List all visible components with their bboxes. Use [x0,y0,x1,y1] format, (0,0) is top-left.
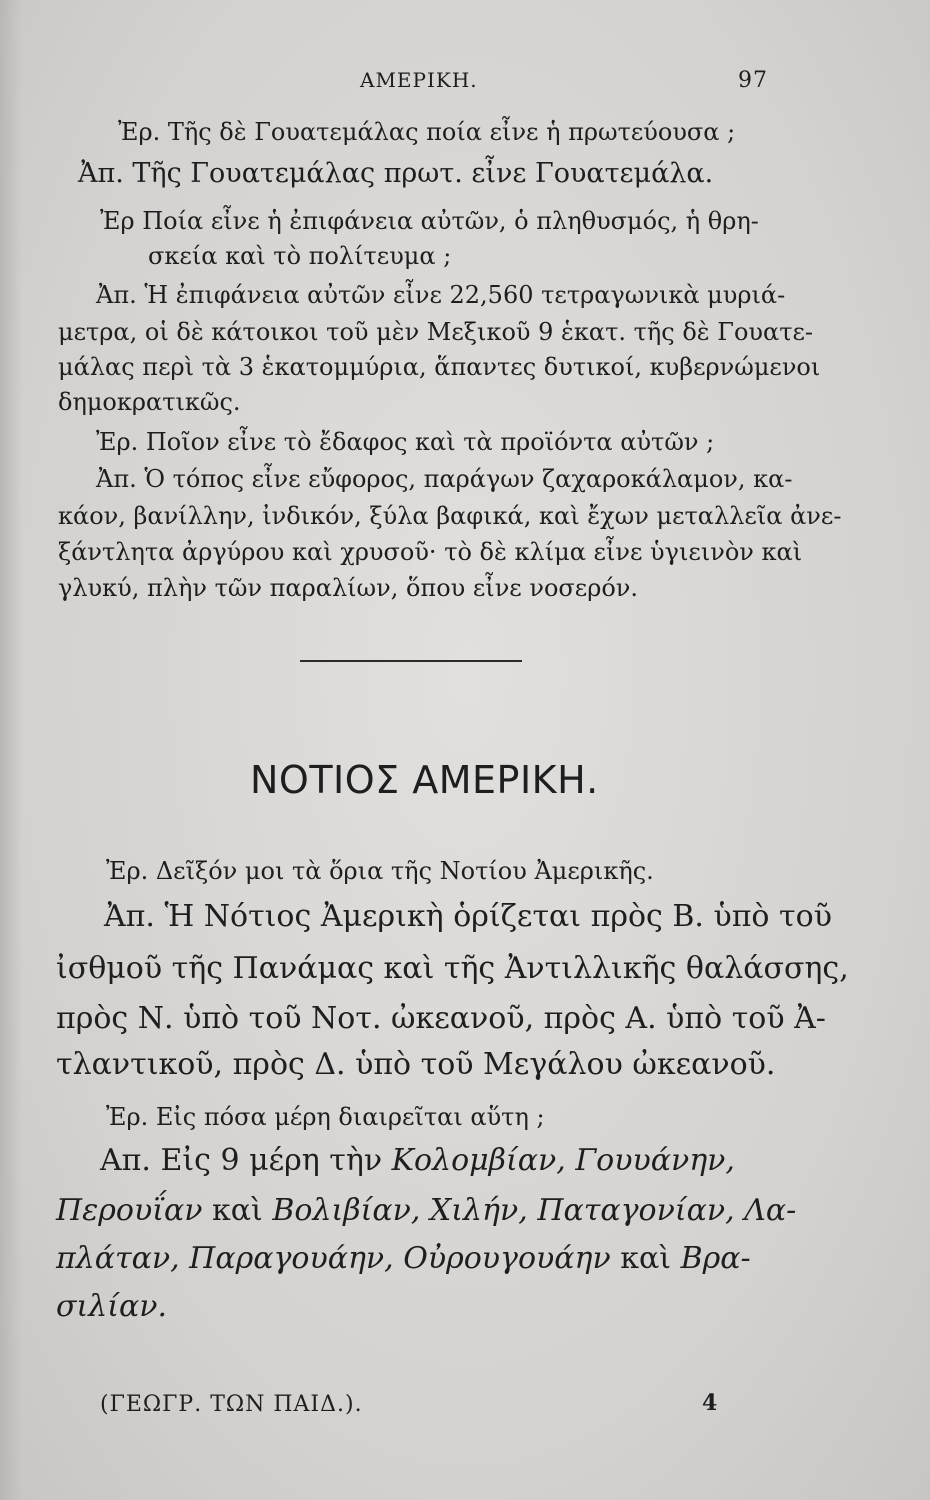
text-line: Ἀπ. Τῆς Γουατεμάλας πρωτ. εἶνε Γουατεμάλα. [78,158,714,189]
text-line: Ἐρ. Δεῖξόν μοι τὰ ὅρια τῆς Νοτίου Ἀμερικῆς. [106,857,654,885]
signature-mark: (ΓΕΩΓΡ. ΤΩΝ ΠΑΙΔ.). [100,1392,363,1417]
text-line: Ἀπ. Ἡ ἐπιφάνεια αὐτῶν εἶνε 22,560 τετραγωνικὰ μυριά- [96,281,786,309]
text-line: ἰσθμοῦ τῆς Πανάμας καὶ τῆς Ἀντιλλικῆς θαλάσσης, [56,951,849,986]
answer-line [100,1142,735,1180]
answer-line [56,1192,796,1230]
running-head [360,68,780,98]
text-line: Ἀπ. Ὁ τόπος εἶνε εὔφορος, παράγων ζαχαροκάλαμον, κα- [96,465,793,493]
text-line: μάλας περὶ τὰ 3 ἑκατομμύρια, ἅπαντες δυτικοί, κυβερνώμενοι [58,353,821,381]
text-line: Ἐρ Ποία εἶνε ἡ ἐπιφάνεια αὐτῶν, ὁ πληθυσμός, ἡ θρη- [100,207,759,235]
section-divider [300,660,522,662]
country-list-italic: Περουΐαν [56,1193,203,1228]
text-line: Ἐρ. Εἰς πόσα μέρη διαιρεῖται αὕτη ; [106,1103,545,1131]
text-line: Ἐρ. Τῆς δὲ Γουατεμάλας ποία εἶνε ἡ πρωτεύουσα ; [118,118,736,146]
text-line: σκεία καὶ τὸ πολίτευμα ; [148,242,452,270]
text-line: ξάντλητα ἀργύρου καὶ χρυσοῦ· τὸ δὲ κλίμα εἶνε ὑγιεινὸν καὶ [58,538,803,566]
country-list-italic: Βρα- [680,1241,751,1276]
running-head-title: ΑΜΕΡΙΚΗ. [360,68,478,92]
text-line: δημοκρατικῶς. [58,388,241,416]
text-line: τλαντικοῦ, πρὸς Δ. ὑπὸ τοῦ Μεγάλου ὠκεανοῦ. [56,1047,776,1082]
page-number: 97 [738,68,768,93]
answer-line [56,1240,751,1278]
text-line: κάον, βανίλλην, ἰνδικόν, ξύλα βαφικά, καὶ ἔχων μεταλλεῖα ἀνε- [58,502,842,530]
country-list-italic: Βολιβίαν, Χιλήν, Παταγονίαν, Λα- [272,1193,797,1228]
answer-text: Απ. Εἰς 9 μέρη τὴν [100,1143,383,1178]
answer-line [56,1288,167,1326]
country-list-italic: πλάταν, Παραγουάην, Οὐρουγουάην [56,1241,611,1276]
text-line: Ἀπ. Ἡ Νότιος Ἀμερικὴ ὁρίζεται πρὸς Β. ὑπὸ τοῦ [104,899,832,934]
text-line: Ἐρ. Ποῖον εἶνε τὸ ἔδαφος καὶ τὰ προϊόντα αὐτῶν ; [96,428,715,456]
answer-text: καὶ [620,1241,672,1276]
page-edge-shadow [0,0,22,1500]
section-heading: ΝΟΤΙΟΣ ΑΜΕΡΙΚΗ. [250,758,599,802]
country-list-italic: Κολομβίαν, Γουυάνην, [391,1143,735,1178]
answer-text: καὶ [212,1193,263,1228]
text-line: πρὸς Ν. ὑπὸ τοῦ Νοτ. ὠκεανοῦ, πρὸς Α. ὑπὸ τοῦ Ἀ- [56,1001,826,1036]
text-line: μετρα, οἱ δὲ κάτοικοι τοῦ μὲν Μεξικοῦ 9 ἑκατ. τῆς δὲ Γουατε- [58,318,814,346]
country-list-italic: σιλίαν. [56,1289,168,1324]
text-line: γλυκύ, πλὴν τῶν παραλίων, ὅπου εἶνε νοσερόν. [58,574,638,602]
signature-number: 4 [702,1390,718,1416]
